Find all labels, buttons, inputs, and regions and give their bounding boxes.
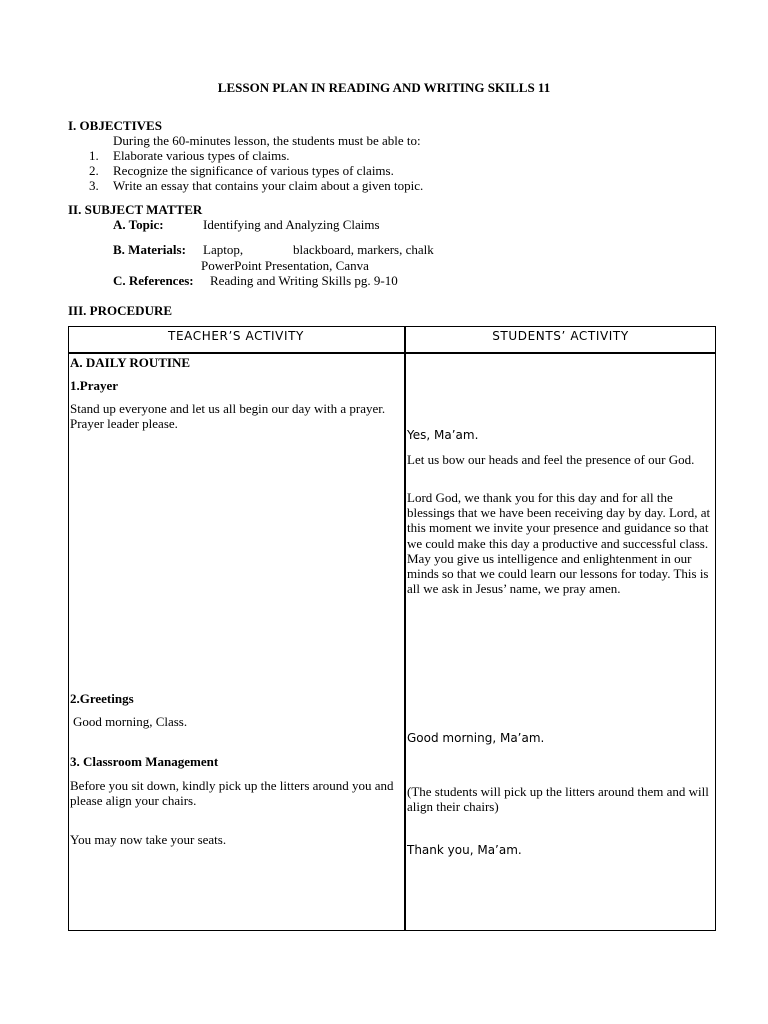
daily-routine-heading: A. DAILY ROUTINE [70, 355, 191, 370]
topic-value: Identifying and Analyzing Claims [203, 217, 380, 232]
objective-item: Recognize the significance of various types of claims. [113, 163, 394, 178]
prayer-heading: 1.Prayer [70, 378, 119, 393]
materials-value: blackboard, markers, chalk [293, 242, 434, 257]
procedure-heading: III. PROCEDURE [68, 303, 173, 318]
objective-number: 2. [89, 163, 99, 178]
objectives-intro: During the 60-minutes lesson, the students must be able to: [113, 133, 421, 148]
objective-number: 3. [89, 178, 99, 193]
topic-label: A. Topic: [113, 217, 164, 232]
seats-student-text: Thank you, Ma’am. [407, 843, 522, 857]
management-student-text: (The students will pick up the litters around them and will align their chairs) [407, 784, 709, 815]
greetings-teacher-text: Good morning, Class. [73, 714, 188, 729]
seats-teacher-text: You may now take your seats. [70, 832, 227, 847]
objective-item: Write an essay that contains your claim about a given topic. [113, 178, 424, 193]
prayer-student-intro: Let us bow our heads and feel the presence of our God. [407, 452, 695, 467]
objective-item: Elaborate various types of claims. [113, 148, 290, 163]
greetings-heading: 2.Greetings [70, 691, 134, 706]
materials-label: B. Materials: [113, 242, 186, 257]
page-title: LESSON PLAN IN READING AND WRITING SKILLS 11 [217, 80, 551, 95]
greetings-student-text: Good morning, Ma’am. [407, 731, 545, 745]
prayer-student-reply: Yes, Ma’am. [407, 428, 479, 442]
students-column-header: STUDENTS’ ACTIVITY [492, 329, 629, 343]
materials-value: Laptop, [203, 242, 244, 257]
management-teacher-text: Before you sit down, kindly pick up the litters around you and please align your chairs. [70, 778, 394, 809]
table-header-divider [68, 352, 716, 354]
materials-value: PowerPoint Presentation, Canva [201, 258, 369, 273]
prayer-teacher-text: Stand up everyone and let us all begin our day with a prayer. Prayer leader please. [70, 401, 386, 432]
table-column-divider [404, 326, 406, 931]
references-value: Reading and Writing Skills pg. 9-10 [210, 273, 398, 288]
objective-number: 1. [89, 148, 99, 163]
classroom-management-heading: 3. Classroom Management [70, 754, 219, 769]
prayer-student-prayer: Lord God, we thank you for this day and for all the blessings that we have been receiving day by day. Lord, at this moment we invite your presence and guidance so that we could make this day a productive and successful class. May you give us intelligence and enlightenment in our minds so that we could learn our lessons for today. This is all we ask in Jesus’ name, we pray amen. [407, 490, 711, 597]
references-label: C. References: [113, 273, 194, 288]
subject-matter-heading: II. SUBJECT MATTER [68, 202, 203, 217]
objectives-heading: I. OBJECTIVES [68, 118, 162, 133]
teacher-column-header: TEACHER’S ACTIVITY [168, 329, 304, 343]
